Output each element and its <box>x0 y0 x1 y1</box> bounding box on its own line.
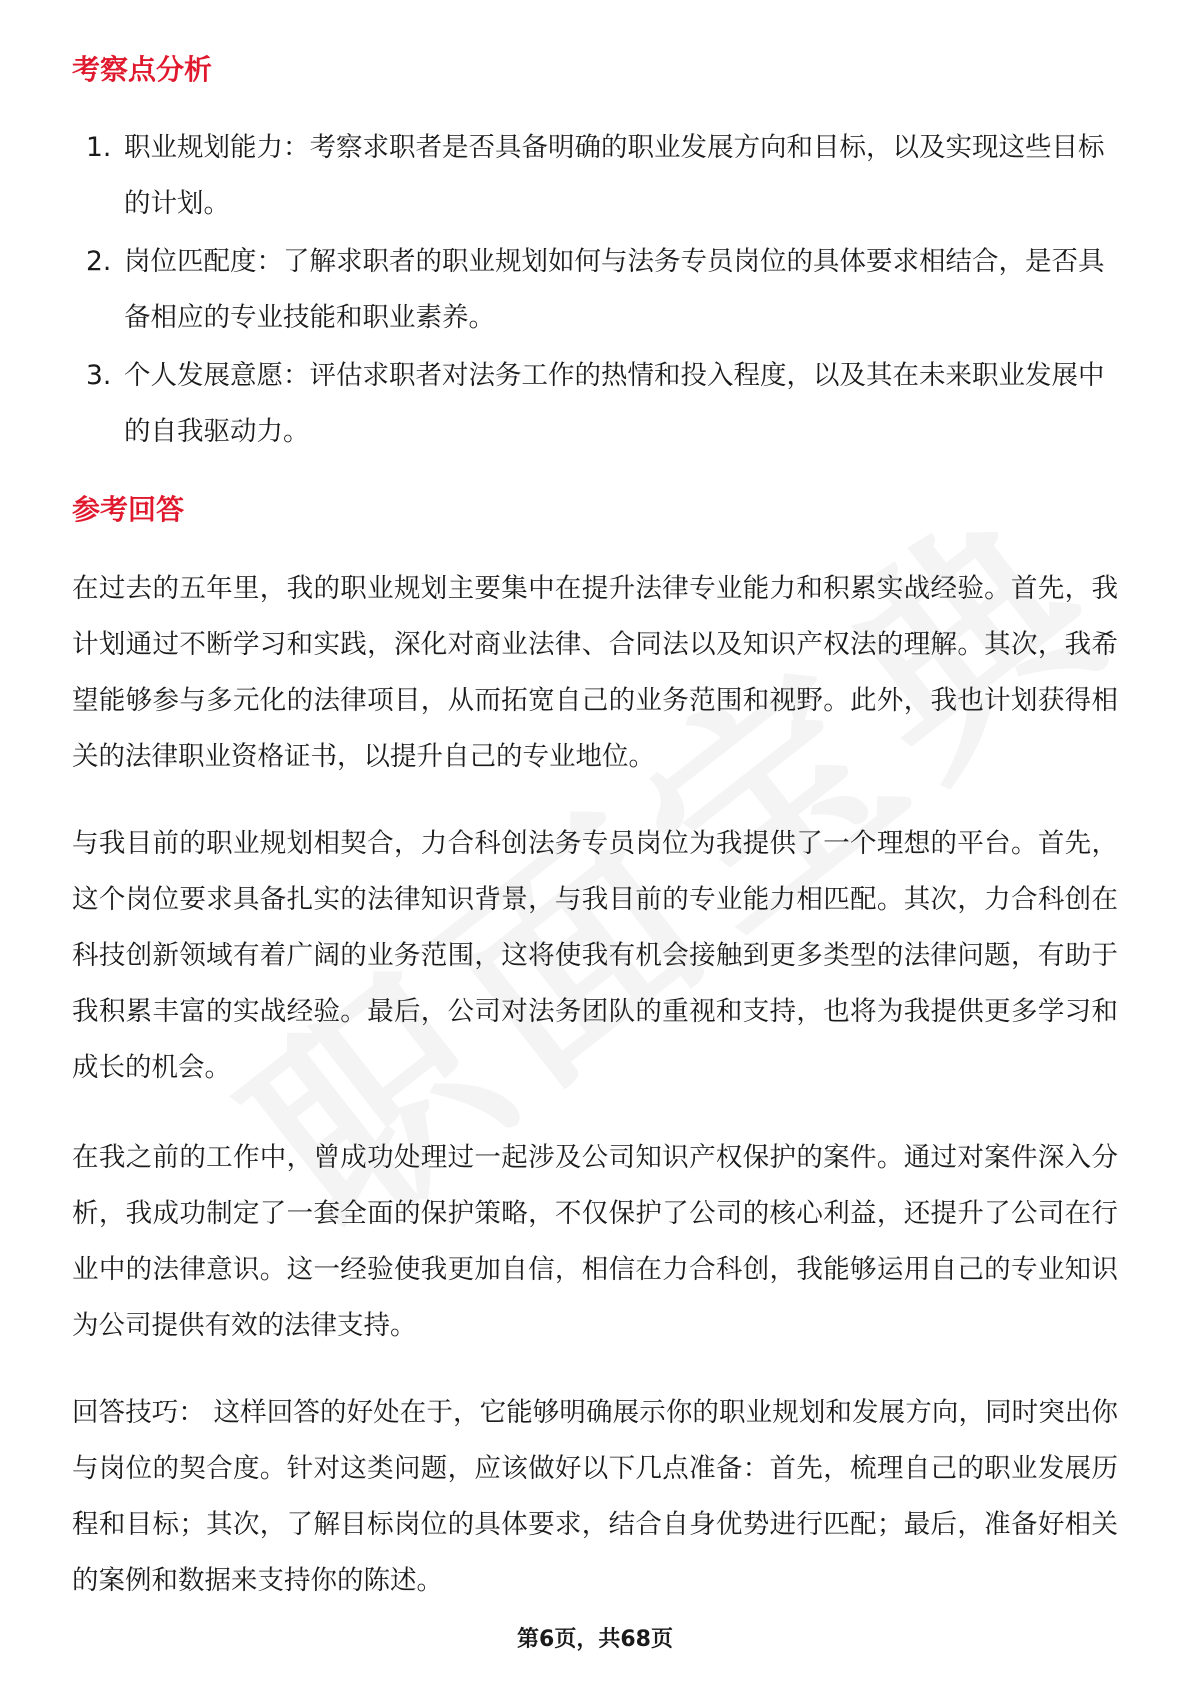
list-item <box>72 348 1122 460</box>
list-item <box>72 120 1122 232</box>
list-number: 3. <box>86 360 112 391</box>
list-item-text: 岗位匹配度：了解求职者的职业规划如何与法务专员岗位的具体要求相结合，是否具备相应的专业技能和职业素养。 <box>124 246 1105 333</box>
list-item <box>72 234 1122 346</box>
answer-paragraph: 在我之前的工作中，曾成功处理过一起涉及公司知识产权保护的案件。通过对案件深入分析，我成功制定了一套全面的保护策略，不仅保护了公司的核心利益，还提升了公司在行业中的法律意识。这一经验使我更加自信，相信在力合科创，我能够运用自己的专业知识为公司提供有效的法律支持。 <box>72 1142 1118 1341</box>
list-item-text: 职业规划能力：考察求职者是否具备明确的职业发展方向和目标，以及实现这些目标的计划。 <box>124 132 1105 219</box>
list-number: 2. <box>86 246 112 277</box>
page-number-footer: 第6页，共68页 <box>517 1627 673 1652</box>
list-number: 1. <box>86 132 112 163</box>
answer-tips-paragraph: 回答技巧： 这样回答的好处在于，它能够明确展示你的职业规划和发展方向，同时突出你与岗位的契合度。针对这类问题，应该做好以下几点准备：首先，梳理自己的职业发展历程和目标；其次，了解目标岗位的具体要求，结合自身优势进行匹配；最后，准备好相关的案例和数据来支持你的陈述。 <box>72 1397 1118 1596</box>
answer-paragraph: 在过去的五年里，我的职业规划主要集中在提升法律专业能力和积累实战经验。首先，我计划通过不断学习和实践，深化对商业法律、合同法以及知识产权法的理解。其次，我希望能够参与多元化的法律项目，从而拓宽自己的业务范围和视野。此外，我也计划获得相关的法律职业资格证书，以提升自己的专业地位。 <box>72 573 1118 772</box>
section-heading-answer: 参考回答 <box>72 493 185 526</box>
section-heading-analysis: 考察点分析 <box>72 53 213 86</box>
answer-paragraph: 与我目前的职业规划相契合，力合科创法务专员岗位为我提供了一个理想的平台。首先，这个岗位要求具备扎实的法律知识背景，与我目前的专业能力相匹配。其次，力合科创在科技创新领域有着广阔的业务范围，这将使我有机会接触到更多类型的法律问题，有助于我积累丰富的实战经验。最后，公司对法务团队的重视和支持，也将为我提供更多学习和成长的机会。 <box>72 828 1118 1083</box>
analysis-list <box>72 120 1122 462</box>
list-item-text: 个人发展意愿：评估求职者对法务工作的热情和投入程度，以及其在未来职业发展中的自我驱动力。 <box>124 360 1105 447</box>
